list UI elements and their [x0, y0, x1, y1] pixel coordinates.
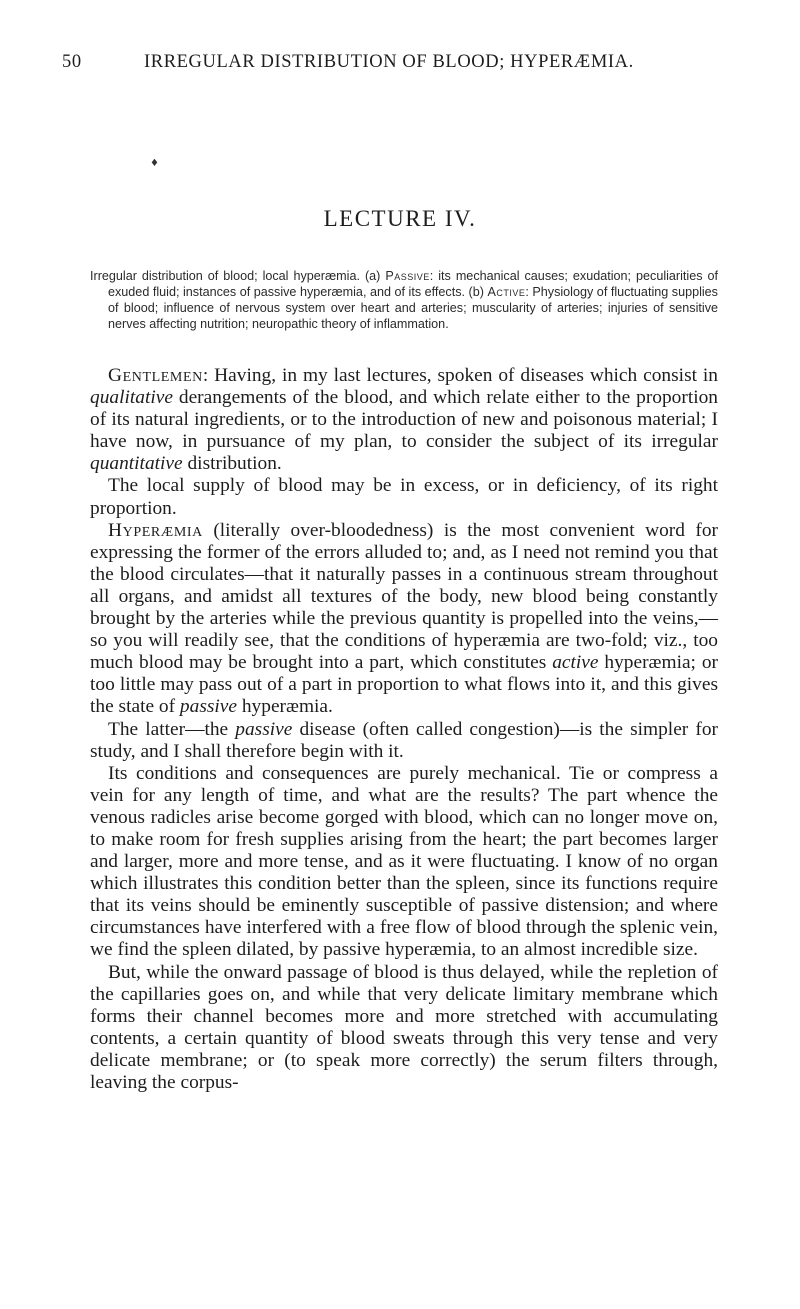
page-number: 50 [62, 52, 82, 72]
salutation: Gentlemen [108, 365, 203, 386]
paragraph-5: Its conditions and consequences are purely mechanical. Tie or compress a vein for any length of time, and what are the results? The part whence the venous radicles arise become gorged with blood, which can no longer move on, to make room for fresh supplies arising from the heart; the part becomes larger and larger, more and more tense, and as it were fluctuating. I know of no organ which illustrates this condition better than the spleen, since its functions require that its veins should be eminently susceptible of passive distension; and where circumstances have interfered with a free flow of blood through the splenic vein, we find the spleen dilated, by passive hyperæmia, to an almost incredible size. [90, 762, 718, 961]
running-head-title: IRREGULAR DISTRIBUTION OF BLOOD; HYPERÆMIA. [144, 52, 634, 72]
paragraph-2: The local supply of blood may be in excess, or in deficiency, of its right proportion. [90, 475, 718, 519]
synopsis-passive-text: : its mechanical causes; exudation; peculiarities of exuded fluid; instances of passive hyperæmia, and of its effects. (b) [108, 269, 718, 299]
paragraph-4-text-1: The latter—the [108, 718, 236, 740]
synopsis-active-label: Active [487, 285, 526, 299]
lecture-body [90, 365, 718, 1094]
paragraph-4-text-2: disease (often called congestion)—is the simpler for study, and I shall therefore begin with it. [90, 718, 718, 762]
paragraph-6: But, while the onward passage of blood is thus delayed, while the repletion of the capillaries goes on, and while that very delicate limitary membrane which forms their channel becomes more and more stretched with accumulating contents, a certain quantity of blood sweats through this very tense and very delicate membrane; or (to speak more correctly) the serum filters through, leaving the corpus- [90, 961, 718, 1093]
paragraph-3-emphasis-1: active [552, 652, 599, 674]
printer-mark: ♦ [150, 158, 159, 169]
paragraph-4-emphasis-1: passive [235, 718, 293, 740]
paragraph-3-text-2: hyperæmia; or too little may pass out of a part in proportion to what flows into it, and this gives the state of [90, 652, 718, 718]
paragraph-3 [90, 520, 718, 719]
paragraph-3-text-3: hyperæmia. [237, 696, 333, 718]
paragraph-1 [90, 365, 718, 475]
paragraph-1-text-3: distribution. [182, 453, 282, 475]
term-hyperaemia: Hyperæmia [108, 519, 203, 541]
paragraph-4 [90, 719, 718, 763]
synopsis-active-text: : Physiology of fluctuating supplies of blood; influence of nervous system over heart and arteries; muscularity of arteries; injuries of sensitive nerves affecting nutrition; neuropathic theory of inflammation. [108, 285, 718, 331]
paragraph-1-emphasis-1: qualitative [90, 387, 173, 409]
paragraph-1-text-2: derangements of the blood, and which relate either to the proportion of its natural ingredients, or to the introduction of new and poisonous material; I have now, in pursuance of my plan, to consider the subject of its irregular [90, 387, 718, 453]
running-head [62, 52, 722, 78]
paragraph-3-text-1: (literally over-bloodedness) is the most convenient word for expressing the former of the errors alluded to; and, as I need not remind you that the blood circulates—that it naturally passes in a continuous stream throughout all organs, and amidst all textures of the body, new blood being constantly brought by the arteries while the previous quantity is propelled into the veins,—so you will readily see, that the conditions of hyperæmia are two-fold; viz., too much blood may be brought into a part, which constitutes [90, 519, 718, 674]
paragraph-3-emphasis-2: passive [179, 696, 238, 718]
synopsis-intro: Irregular distribution of blood; local hyperæmia. (a) [90, 269, 386, 283]
lecture-synopsis [90, 268, 718, 332]
lecture-title: LECTURE IV. [323, 206, 477, 231]
synopsis-passive-label: Passive [385, 269, 430, 283]
paragraph-1-emphasis-2: quantitative [90, 453, 183, 475]
paragraph-1-text-1: : Having, in my last lectures, spoken of diseases which consist in [202, 365, 718, 386]
